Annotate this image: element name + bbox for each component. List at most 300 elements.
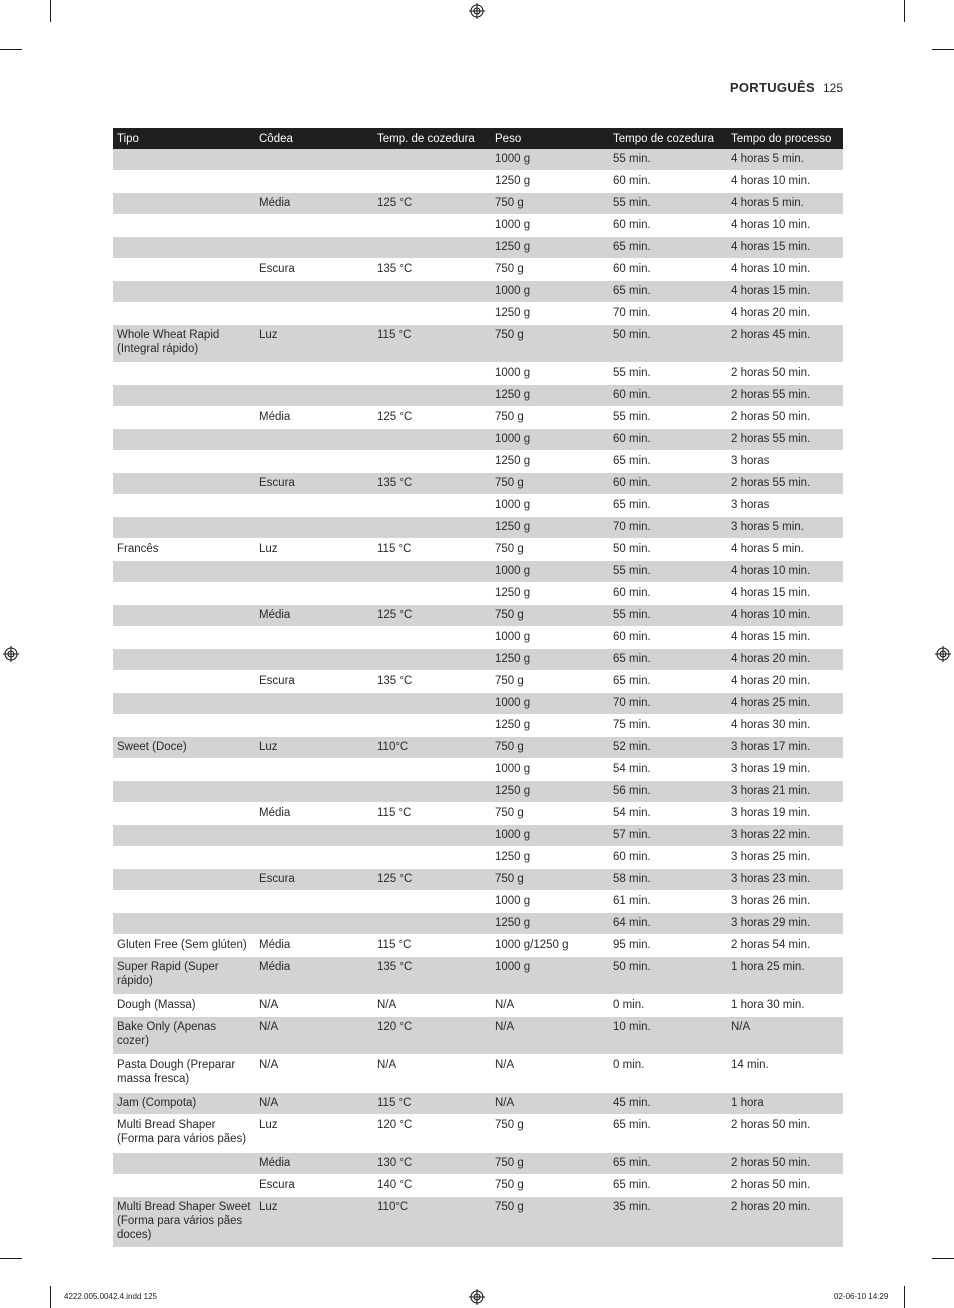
cell-type: [113, 451, 255, 473]
cell-baking-time: 50 min.: [609, 539, 727, 561]
cell-program-time: 2 horas 54 min.: [727, 935, 843, 957]
cell-type: [113, 605, 255, 627]
cell-weight: 1000 g: [491, 215, 609, 237]
cell-weight: 1000 g: [491, 429, 609, 451]
table-row: [113, 715, 843, 737]
cell-baking-time: 65 min.: [609, 495, 727, 517]
baking-program-table: [113, 128, 843, 1248]
crop-mark: [50, 0, 51, 22]
cell-weight: 750 g: [491, 1153, 609, 1175]
cell-weight: 750 g: [491, 193, 609, 215]
table-row: [113, 995, 843, 1017]
cell-temperature: N/A: [373, 995, 491, 1017]
crop-mark: [904, 1286, 905, 1308]
page-header: [730, 80, 843, 95]
cell-type: [113, 649, 255, 671]
cell-crust: Escura: [255, 473, 373, 495]
cell-baking-time: 55 min.: [609, 149, 727, 171]
table-header: [113, 128, 843, 149]
cell-crust: [255, 385, 373, 407]
cell-baking-time: 58 min.: [609, 869, 727, 891]
cell-program-time: 2 horas 55 min.: [727, 385, 843, 407]
cell-program-time: 2 horas 50 min.: [727, 1175, 843, 1197]
cell-weight: 1250 g: [491, 913, 609, 935]
table-row: [113, 363, 843, 385]
cell-type: [113, 473, 255, 495]
column-header-program-time: Tempo do processo: [727, 128, 843, 149]
cell-baking-time: 65 min.: [609, 649, 727, 671]
table-header-row: [113, 128, 843, 149]
cell-weight: 750 g: [491, 605, 609, 627]
cell-baking-time: 65 min.: [609, 1153, 727, 1175]
cell-type: [113, 1175, 255, 1197]
cell-type: [113, 149, 255, 171]
cell-program-time: 3 horas 22 min.: [727, 825, 843, 847]
cell-crust: [255, 891, 373, 913]
table-row: [113, 847, 843, 869]
cell-weight: 1000 g: [491, 825, 609, 847]
cell-baking-time: 60 min.: [609, 259, 727, 281]
cell-baking-time: 65 min.: [609, 1175, 727, 1197]
cell-type: [113, 891, 255, 913]
cell-program-time: 3 horas 26 min.: [727, 891, 843, 913]
table-row: [113, 1017, 843, 1055]
table-row: [113, 385, 843, 407]
cell-temperature: [373, 715, 491, 737]
cell-program-time: 4 horas 10 min.: [727, 259, 843, 281]
table-row: [113, 237, 843, 259]
table-row: [113, 1153, 843, 1175]
cell-type: Dough (Massa): [113, 995, 255, 1017]
cell-type: [113, 517, 255, 539]
cell-program-time: 4 horas 5 min.: [727, 539, 843, 561]
cell-weight: 750 g: [491, 737, 609, 759]
cell-temperature: 125 °C: [373, 193, 491, 215]
cell-type: Whole Wheat Rapid (Integral rápido): [113, 325, 255, 363]
cell-type: [113, 429, 255, 451]
cell-temperature: [373, 649, 491, 671]
cell-temperature: 135 °C: [373, 259, 491, 281]
cell-temperature: [373, 583, 491, 605]
cell-type: Pasta Dough (Preparar massa fresca): [113, 1055, 255, 1093]
cell-weight: 750 g: [491, 803, 609, 825]
cell-program-time: 4 horas 20 min.: [727, 649, 843, 671]
cell-temperature: [373, 847, 491, 869]
cell-weight: 750 g: [491, 473, 609, 495]
cell-type: [113, 583, 255, 605]
cell-type: Multi Bread Shaper Sweet (Forma para vários pães doces): [113, 1197, 255, 1248]
cell-program-time: 2 horas 55 min.: [727, 473, 843, 495]
table-row: [113, 259, 843, 281]
cell-temperature: [373, 627, 491, 649]
cell-baking-time: 57 min.: [609, 825, 727, 847]
cell-weight: 750 g: [491, 1175, 609, 1197]
cell-baking-time: 70 min.: [609, 303, 727, 325]
cell-program-time: 4 horas 20 min.: [727, 671, 843, 693]
cell-program-time: 4 horas 10 min.: [727, 215, 843, 237]
cell-temperature: [373, 517, 491, 539]
cell-type: Francês: [113, 539, 255, 561]
cell-program-time: 4 horas 20 min.: [727, 303, 843, 325]
cell-temperature: N/A: [373, 1055, 491, 1093]
cell-weight: 750 g: [491, 671, 609, 693]
cell-crust: Média: [255, 407, 373, 429]
cell-crust: [255, 281, 373, 303]
crop-mark: [904, 0, 905, 22]
cell-baking-time: 64 min.: [609, 913, 727, 935]
table-row: [113, 605, 843, 627]
cell-type: [113, 193, 255, 215]
table-row: [113, 891, 843, 913]
registration-mark-icon: [3, 646, 19, 662]
cell-program-time: 4 horas 25 min.: [727, 693, 843, 715]
table-row: [113, 913, 843, 935]
table-row: [113, 825, 843, 847]
cell-temperature: [373, 363, 491, 385]
cell-crust: [255, 693, 373, 715]
cell-temperature: 115 °C: [373, 539, 491, 561]
cell-temperature: [373, 215, 491, 237]
cell-baking-time: 0 min.: [609, 995, 727, 1017]
cell-program-time: 4 horas 10 min.: [727, 561, 843, 583]
cell-weight: 750 g: [491, 325, 609, 363]
table-row: [113, 649, 843, 671]
table-row: [113, 215, 843, 237]
cell-crust: [255, 825, 373, 847]
cell-program-time: 1 hora: [727, 1093, 843, 1115]
cell-program-time: 4 horas 30 min.: [727, 715, 843, 737]
cell-program-time: 14 min.: [727, 1055, 843, 1093]
cell-crust: Escura: [255, 869, 373, 891]
cell-baking-time: 60 min.: [609, 429, 727, 451]
table-row: [113, 737, 843, 759]
cell-program-time: 3 horas 29 min.: [727, 913, 843, 935]
cell-temperature: [373, 693, 491, 715]
cell-temperature: 110°C: [373, 737, 491, 759]
crop-mark: [0, 49, 22, 50]
footer-file-info: 4222.005.0042.4.indd 125: [64, 1292, 157, 1301]
cell-crust: [255, 495, 373, 517]
cell-type: [113, 693, 255, 715]
cell-baking-time: 65 min.: [609, 237, 727, 259]
cell-program-time: 2 horas 50 min.: [727, 407, 843, 429]
table-row: [113, 193, 843, 215]
cell-program-time: 3 horas 21 min.: [727, 781, 843, 803]
cell-program-time: 2 horas 50 min.: [727, 1153, 843, 1175]
table-row: [113, 935, 843, 957]
cell-crust: Média: [255, 935, 373, 957]
table-row: [113, 1197, 843, 1248]
cell-program-time: 2 horas 20 min.: [727, 1197, 843, 1248]
cell-baking-time: 55 min.: [609, 561, 727, 583]
cell-weight: N/A: [491, 995, 609, 1017]
table-row: [113, 671, 843, 693]
cell-baking-time: 0 min.: [609, 1055, 727, 1093]
table-row: [113, 1115, 843, 1153]
table-row: [113, 627, 843, 649]
cell-baking-time: 54 min.: [609, 759, 727, 781]
crop-mark: [0, 1258, 22, 1259]
cell-temperature: [373, 149, 491, 171]
table-row: [113, 583, 843, 605]
cell-crust: [255, 649, 373, 671]
cell-program-time: 3 horas 25 min.: [727, 847, 843, 869]
column-header-baking-time: Tempo de cozedura: [609, 128, 727, 149]
cell-baking-time: 56 min.: [609, 781, 727, 803]
cell-temperature: [373, 385, 491, 407]
cell-baking-time: 60 min.: [609, 847, 727, 869]
cell-type: [113, 715, 255, 737]
cell-weight: 1250 g: [491, 649, 609, 671]
cell-temperature: 110°C: [373, 1197, 491, 1248]
cell-type: [113, 825, 255, 847]
cell-program-time: 3 horas 19 min.: [727, 759, 843, 781]
table-row: [113, 451, 843, 473]
cell-temperature: 115 °C: [373, 1093, 491, 1115]
cell-crust: [255, 171, 373, 193]
cell-temperature: 115 °C: [373, 803, 491, 825]
table-row: [113, 149, 843, 171]
column-header-crust: Côdea: [255, 128, 373, 149]
cell-program-time: 4 horas 10 min.: [727, 605, 843, 627]
cell-weight: 1000 g: [491, 363, 609, 385]
cell-crust: Luz: [255, 539, 373, 561]
cell-program-time: 1 hora 25 min.: [727, 957, 843, 995]
cell-crust: Média: [255, 957, 373, 995]
cell-temperature: [373, 281, 491, 303]
cell-type: [113, 847, 255, 869]
cell-type: [113, 171, 255, 193]
table-row: [113, 803, 843, 825]
column-header-weight: Peso: [491, 128, 609, 149]
table-row: [113, 281, 843, 303]
cell-crust: [255, 781, 373, 803]
cell-weight: 1000 g: [491, 561, 609, 583]
cell-temperature: 115 °C: [373, 325, 491, 363]
cell-crust: Luz: [255, 1197, 373, 1248]
cell-temperature: 125 °C: [373, 605, 491, 627]
cell-baking-time: 65 min.: [609, 451, 727, 473]
cell-temperature: 135 °C: [373, 957, 491, 995]
table-row: [113, 869, 843, 891]
cell-baking-time: 55 min.: [609, 193, 727, 215]
cell-program-time: 4 horas 5 min.: [727, 149, 843, 171]
cell-weight: N/A: [491, 1055, 609, 1093]
cell-type: [113, 759, 255, 781]
cell-type: [113, 561, 255, 583]
cell-type: Jam (Compota): [113, 1093, 255, 1115]
cell-crust: Escura: [255, 671, 373, 693]
cell-weight: 750 g: [491, 259, 609, 281]
table-row: [113, 407, 843, 429]
cell-crust: [255, 913, 373, 935]
cell-temperature: 140 °C: [373, 1175, 491, 1197]
cell-crust: N/A: [255, 1055, 373, 1093]
cell-crust: Média: [255, 803, 373, 825]
cell-weight: 1000 g: [491, 891, 609, 913]
cell-baking-time: 65 min.: [609, 671, 727, 693]
cell-program-time: 2 horas 50 min.: [727, 363, 843, 385]
cell-weight: 1000 g/1250 g: [491, 935, 609, 957]
cell-temperature: [373, 825, 491, 847]
cell-weight: 750 g: [491, 1197, 609, 1248]
cell-temperature: [373, 303, 491, 325]
cell-baking-time: 55 min.: [609, 605, 727, 627]
cell-crust: Escura: [255, 259, 373, 281]
cell-weight: 1250 g: [491, 451, 609, 473]
cell-weight: 1250 g: [491, 715, 609, 737]
table-row: [113, 171, 843, 193]
cell-type: [113, 913, 255, 935]
cell-baking-time: 60 min.: [609, 583, 727, 605]
cell-temperature: 115 °C: [373, 935, 491, 957]
cell-weight: 750 g: [491, 407, 609, 429]
cell-baking-time: 61 min.: [609, 891, 727, 913]
cell-weight: 750 g: [491, 869, 609, 891]
cell-type: [113, 385, 255, 407]
cell-type: Super Rapid (Super rápido): [113, 957, 255, 995]
cell-baking-time: 60 min.: [609, 473, 727, 495]
cell-crust: N/A: [255, 1017, 373, 1055]
cell-crust: Média: [255, 605, 373, 627]
cell-type: [113, 363, 255, 385]
column-header-temperature: Temp. de cozedura: [373, 128, 491, 149]
cell-crust: [255, 759, 373, 781]
cell-temperature: [373, 561, 491, 583]
cell-baking-time: 60 min.: [609, 385, 727, 407]
cell-type: Sweet (Doce): [113, 737, 255, 759]
registration-mark-icon: [935, 646, 951, 662]
cell-type: [113, 215, 255, 237]
cell-weight: 1250 g: [491, 303, 609, 325]
cell-baking-time: 95 min.: [609, 935, 727, 957]
cell-baking-time: 65 min.: [609, 1115, 727, 1153]
cell-temperature: [373, 171, 491, 193]
cell-baking-time: 70 min.: [609, 693, 727, 715]
language-label: PORTUGUÊS: [729, 80, 815, 95]
cell-weight: 1000 g: [491, 759, 609, 781]
cell-crust: [255, 363, 373, 385]
cell-type: [113, 259, 255, 281]
cell-weight: 1250 g: [491, 781, 609, 803]
table-row: [113, 539, 843, 561]
table-row: [113, 429, 843, 451]
cell-crust: Luz: [255, 1115, 373, 1153]
cell-type: [113, 671, 255, 693]
table-row: [113, 473, 843, 495]
cell-weight: 1250 g: [491, 517, 609, 539]
cell-type: Gluten Free (Sem glúten): [113, 935, 255, 957]
cell-temperature: [373, 781, 491, 803]
cell-program-time: N/A: [727, 1017, 843, 1055]
column-header-type: Tipo: [113, 128, 255, 149]
cell-type: [113, 237, 255, 259]
cell-weight: 1000 g: [491, 149, 609, 171]
cell-crust: [255, 847, 373, 869]
cell-weight: 1000 g: [491, 281, 609, 303]
cell-weight: N/A: [491, 1017, 609, 1055]
table-row: [113, 517, 843, 539]
cell-temperature: 135 °C: [373, 473, 491, 495]
cell-crust: [255, 561, 373, 583]
cell-crust: [255, 303, 373, 325]
cell-crust: Média: [255, 193, 373, 215]
cell-baking-time: 35 min.: [609, 1197, 727, 1248]
cell-crust: [255, 237, 373, 259]
cell-baking-time: 55 min.: [609, 407, 727, 429]
table-row: [113, 303, 843, 325]
cell-program-time: 3 horas 19 min.: [727, 803, 843, 825]
cell-program-time: 4 horas 15 min.: [727, 627, 843, 649]
crop-mark: [50, 1286, 51, 1308]
cell-program-time: 3 horas 5 min.: [727, 517, 843, 539]
cell-weight: 1250 g: [491, 385, 609, 407]
cell-crust: [255, 451, 373, 473]
cell-type: [113, 627, 255, 649]
footer-date: 02-06-10 14:29: [834, 1292, 889, 1301]
cell-crust: [255, 627, 373, 649]
cell-type: [113, 1153, 255, 1175]
table-row: [113, 561, 843, 583]
cell-weight: 1250 g: [491, 171, 609, 193]
cell-program-time: 4 horas 15 min.: [727, 281, 843, 303]
cell-type: [113, 781, 255, 803]
cell-program-time: 2 horas 50 min.: [727, 1115, 843, 1153]
crop-mark: [932, 49, 954, 50]
page-number: 125: [822, 81, 843, 95]
cell-weight: 1000 g: [491, 495, 609, 517]
cell-type: [113, 495, 255, 517]
cell-crust: [255, 215, 373, 237]
cell-baking-time: 55 min.: [609, 363, 727, 385]
table-body: [113, 149, 843, 1248]
cell-baking-time: 45 min.: [609, 1093, 727, 1115]
table-row: [113, 957, 843, 995]
cell-baking-time: 70 min.: [609, 517, 727, 539]
cell-crust: Luz: [255, 737, 373, 759]
cell-baking-time: 65 min.: [609, 281, 727, 303]
cell-temperature: [373, 913, 491, 935]
cell-temperature: [373, 451, 491, 473]
cell-baking-time: 60 min.: [609, 627, 727, 649]
cell-weight: 750 g: [491, 539, 609, 561]
cell-crust: [255, 517, 373, 539]
cell-program-time: 2 horas 45 min.: [727, 325, 843, 363]
cell-type: [113, 303, 255, 325]
cell-weight: 1000 g: [491, 627, 609, 649]
registration-mark-icon: [469, 3, 485, 19]
cell-weight: 1250 g: [491, 847, 609, 869]
table-row: [113, 325, 843, 363]
cell-baking-time: 52 min.: [609, 737, 727, 759]
cell-temperature: 135 °C: [373, 671, 491, 693]
cell-baking-time: 60 min.: [609, 171, 727, 193]
cell-crust: N/A: [255, 1093, 373, 1115]
cell-baking-time: 75 min.: [609, 715, 727, 737]
table-row: [113, 495, 843, 517]
cell-baking-time: 10 min.: [609, 1017, 727, 1055]
cell-temperature: [373, 759, 491, 781]
cell-program-time: 2 horas 55 min.: [727, 429, 843, 451]
cell-program-time: 4 horas 10 min.: [727, 171, 843, 193]
cell-temperature: [373, 495, 491, 517]
cell-crust: [255, 429, 373, 451]
cell-weight: 1250 g: [491, 237, 609, 259]
cell-program-time: 4 horas 5 min.: [727, 193, 843, 215]
cell-temperature: 125 °C: [373, 869, 491, 891]
cell-crust: Escura: [255, 1175, 373, 1197]
cell-program-time: 3 horas 17 min.: [727, 737, 843, 759]
